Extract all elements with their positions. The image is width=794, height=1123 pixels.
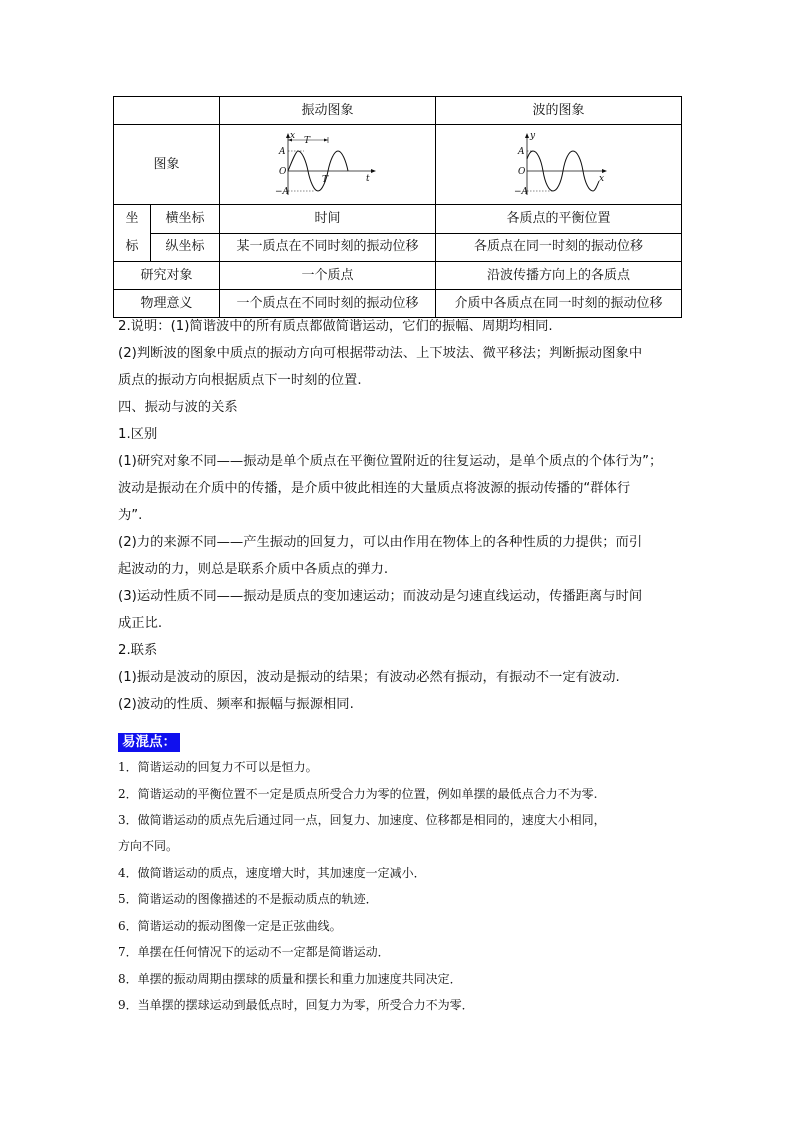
table-cell-label: 横坐标 xyxy=(151,205,220,234)
table-cell: 各质点在同一时刻的振动位移 xyxy=(436,233,682,262)
table-header-row xyxy=(114,97,682,125)
vib-axis-x-label: t xyxy=(365,173,370,184)
list-item: 4．做简谐运动的质点，速度增大时，其加速度一定减小． xyxy=(118,865,426,880)
list-item: 2．简谐运动的平衡位置不一定是质点所受合力为零的位置，例如单摆的最低点合力不为零. xyxy=(118,786,598,801)
text-line: (2)判断波的图象中质点的振动方向可根据带动法、上下坡法、微平移法；判断振动图象中 xyxy=(118,346,643,361)
text-line: (2)力的来源不同——产生振动的回复力，可以由作用在物体上的各种性质的力提供；而引 xyxy=(118,535,643,550)
vibration-graph-cell xyxy=(220,125,436,205)
table-header-vibration: 振动图象 xyxy=(220,97,436,125)
text-line: (3)运动性质不同——振动是质点的变加速运动；而波动是匀速直线运动，传播距离与时间 xyxy=(118,589,643,604)
table-cell-label: 物理意义 xyxy=(114,290,220,318)
table-cell: 某一质点在不同时刻的振动位移 xyxy=(220,233,436,262)
text-line: 成正比. xyxy=(118,616,163,631)
text-line: 为”. xyxy=(118,508,143,523)
table-row-graph xyxy=(114,125,682,205)
text-line: 起波动的力，则总是联系介质中各质点的弹力. xyxy=(118,562,389,577)
vibration-graph xyxy=(274,130,378,199)
subsection-heading: 1.区别 xyxy=(118,427,158,442)
table-cell: 介质中各质点在同一时刻的振动位移 xyxy=(436,290,682,318)
wave-graph xyxy=(509,131,609,199)
pitfalls-title: 易混点： xyxy=(118,733,180,752)
wave-axis-y-label: y xyxy=(529,130,535,141)
coord-label-cell xyxy=(114,205,151,262)
section-heading: 四、振动与波的关系 xyxy=(118,400,238,415)
vib-amp-pos-label: A xyxy=(278,146,285,157)
wave-graph-cell xyxy=(436,125,682,205)
table-cell: 时间 xyxy=(220,205,436,234)
table-header-wave: 波的图象 xyxy=(436,97,682,125)
table-cell-label: 研究对象 xyxy=(114,262,220,290)
wave-axis-x-label: x xyxy=(598,173,604,184)
comparison-table xyxy=(113,96,682,318)
vib-period-label-top: T xyxy=(303,135,310,146)
wave-amp-pos-label: A xyxy=(517,146,524,157)
list-item: 1．简谐运动的回复力不可以是恒力。 xyxy=(118,760,318,774)
table-header-empty xyxy=(114,97,220,125)
list-item: 方向不同。 xyxy=(118,839,179,853)
text-line: (1)研究对象不同——振动是单个质点在平衡位置附近的往复运动，是单个质点的个体行为”； xyxy=(118,454,663,469)
table-row-label: 图象 xyxy=(114,125,220,205)
list-item: 9．当单摆的摆球运动到最低点时，回复力为零，所受合力不为零． xyxy=(118,998,474,1012)
table-cell-label: 纵坐标 xyxy=(151,233,220,262)
table-row-ordinate xyxy=(114,233,682,262)
table-row-meaning xyxy=(114,290,682,318)
pitfalls-list xyxy=(118,760,688,1025)
list-item: 8．单摆的振动周期由摆球的质量和摆长和重力加速度共同决定． xyxy=(118,971,462,986)
coord-label-bottom: 标 xyxy=(125,239,139,254)
table-cell: 一个质点在不同时刻的振动位移 xyxy=(220,290,436,318)
text-line: 波动是振动在介质中的传播，是介质中彼此相连的大量质点将波源的振动传播的“群体行 xyxy=(118,481,631,496)
text-line: (2)波动的性质、频率和振幅与振源相同. xyxy=(118,697,354,712)
coord-label-top: 坐 xyxy=(125,211,139,226)
body-text xyxy=(118,318,688,723)
table-cell: 沿波传播方向上的各质点 xyxy=(436,262,682,290)
table-row-abscissa xyxy=(114,205,682,234)
text-line: (1)振动是波动的原因，波动是振动的结果；有波动必然有振动，有振动不一定有波动. xyxy=(118,670,620,685)
list-item: 3．做简谐运动的质点先后通过同一点，回复力、加速度、位移都是相同的，速度大小相同， xyxy=(118,813,606,827)
list-item: 7．单摆在任何情况下的运动不一定都是简谐运动． xyxy=(118,945,390,959)
table-cell: 一个质点 xyxy=(220,262,436,290)
text-line: 2.说明：(1)简谐波中的所有质点都做简谐运动，它们的振幅、周期均相同. xyxy=(118,319,553,334)
vib-origin-label: O xyxy=(278,166,286,177)
vib-axis-y-label: x xyxy=(289,130,295,141)
table-row-object xyxy=(114,262,682,290)
text-line: 质点的振动方向根据质点下一时刻的位置. xyxy=(118,373,362,388)
subsection-heading: 2.联系 xyxy=(118,643,158,658)
table-cell: 各质点的平衡位置 xyxy=(436,205,682,234)
list-item: 6．简谐运动的振动图像一定是正弦曲线。 xyxy=(118,918,342,933)
wave-amp-neg-label: −A xyxy=(513,186,528,197)
vib-period-label: T xyxy=(321,174,328,185)
list-item: 5．简谐运动的图像描述的不是振动质点的轨迹． xyxy=(118,892,378,906)
pitfalls-tag-wrap xyxy=(118,731,180,752)
wave-origin-label: O xyxy=(517,166,525,177)
vib-amp-neg-label: −A xyxy=(274,186,289,197)
